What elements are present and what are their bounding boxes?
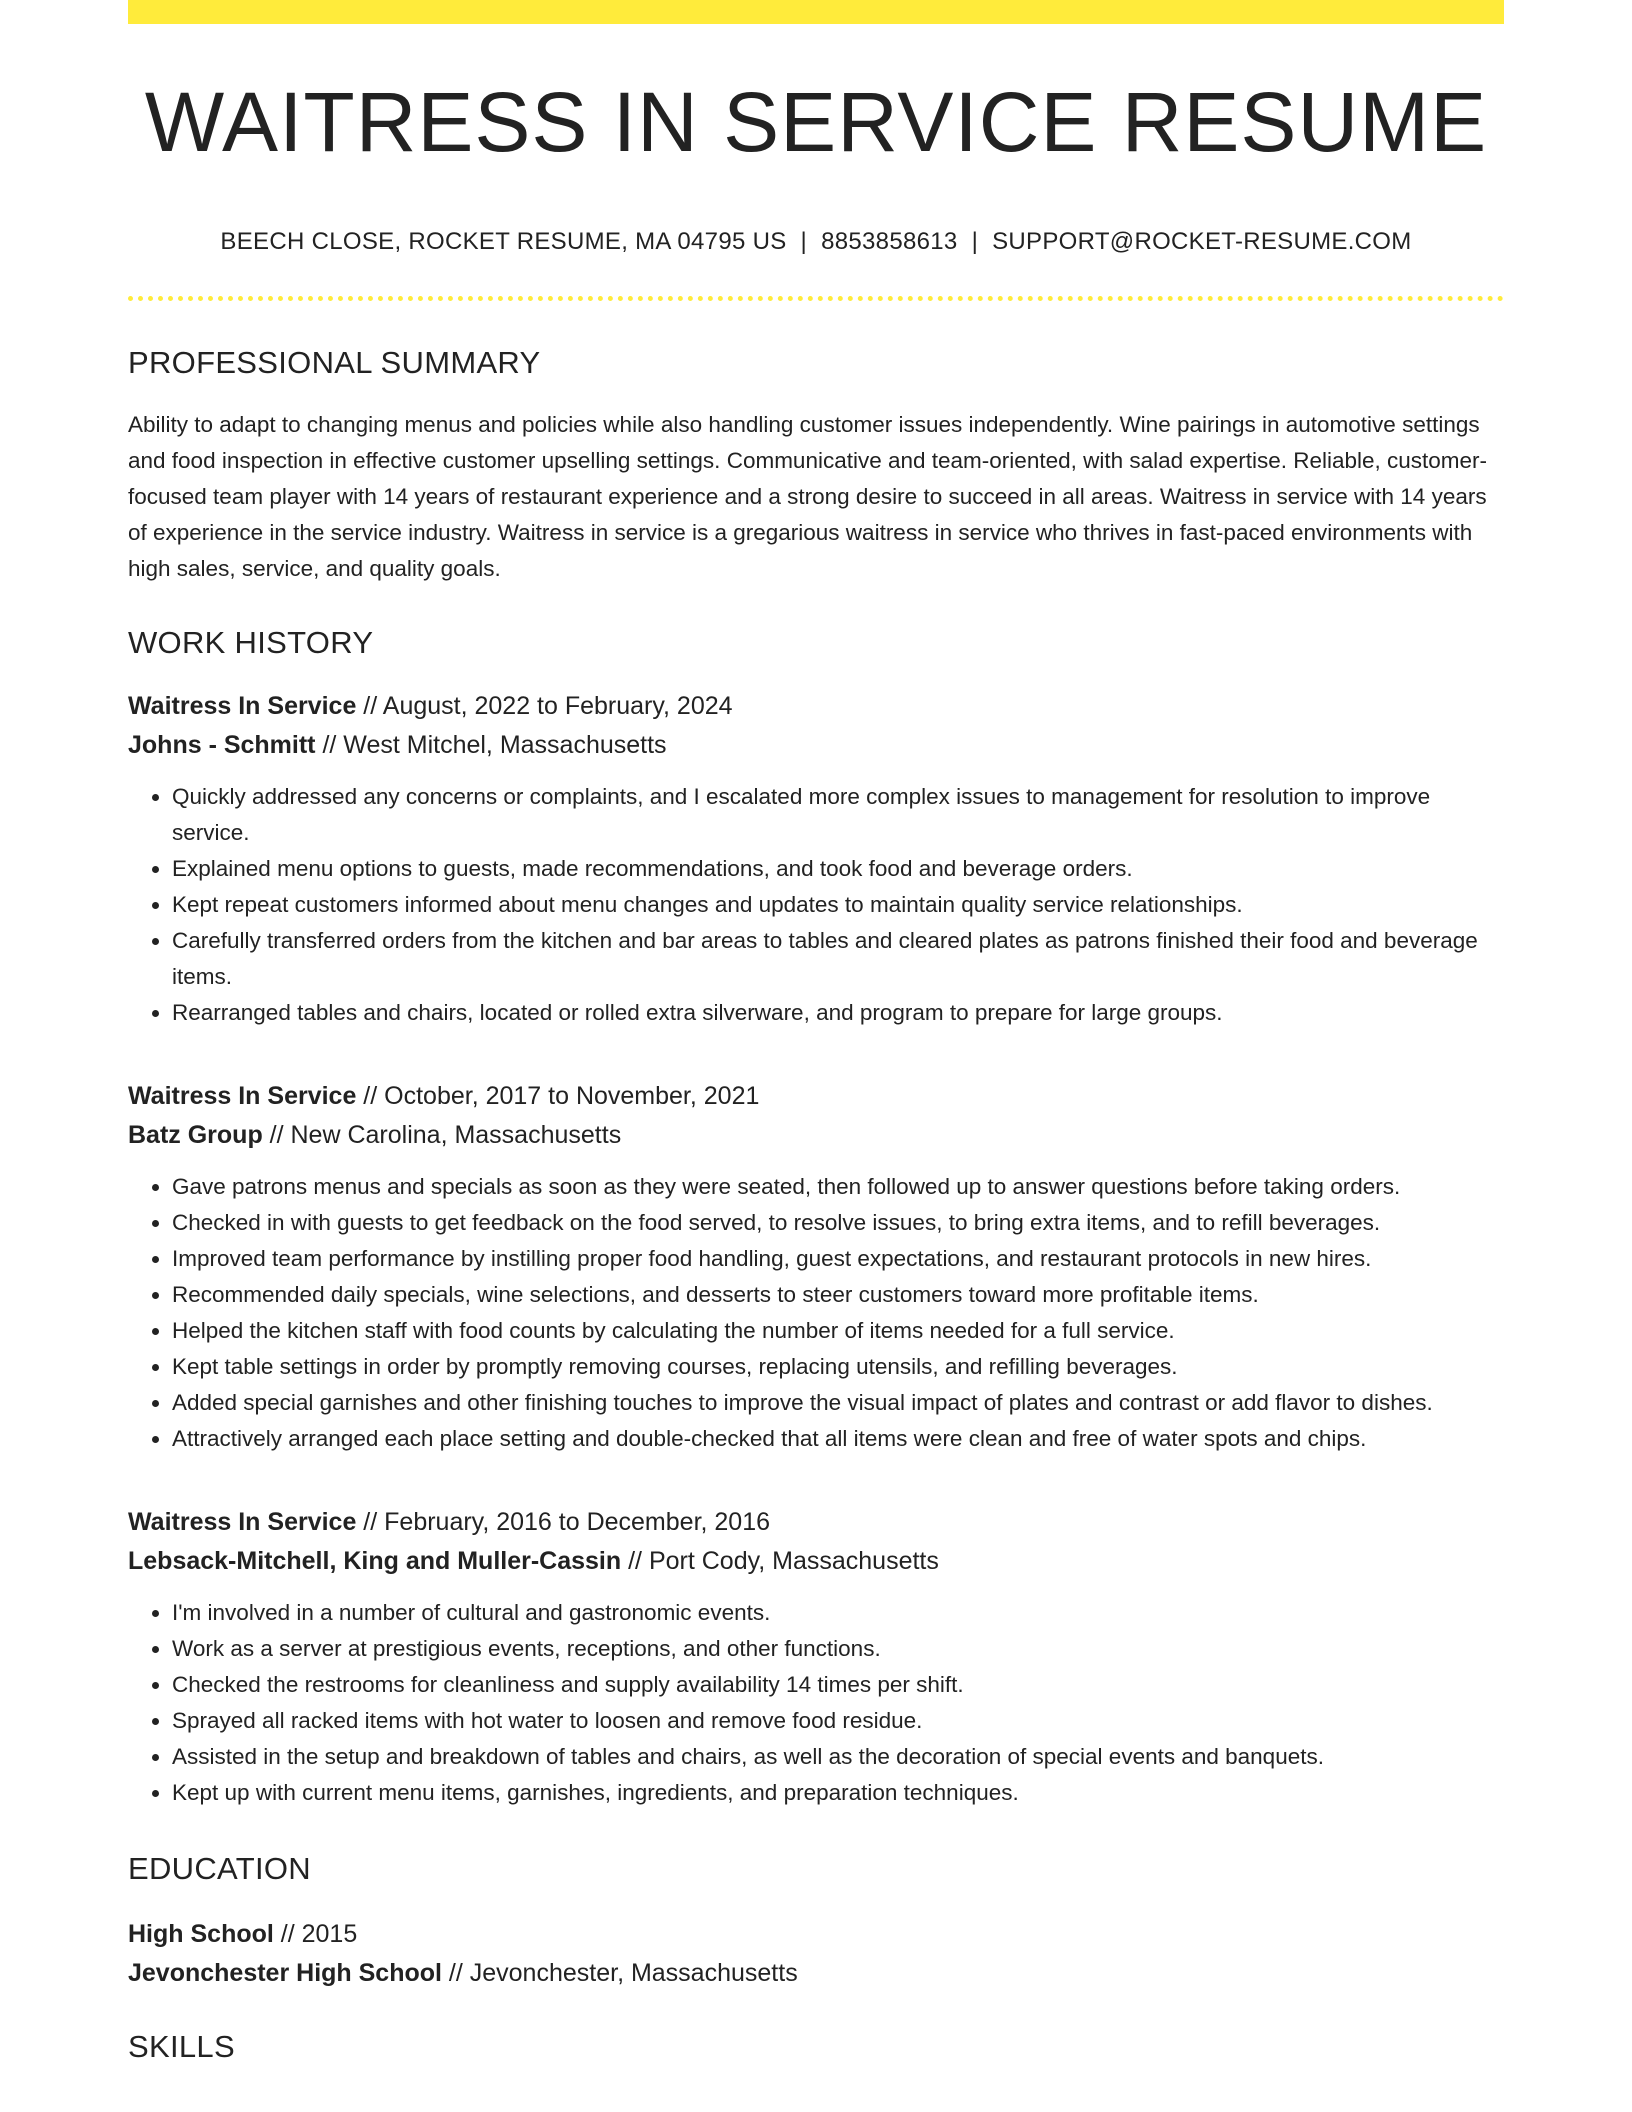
bullet-item: • Improved team performance by instilling proper food handling, guest expectations, and restaurant protocols in new hires. [172,1241,1504,1277]
bullet-item: • Carefully transferred orders from the kitchen and bar areas to tables and cleared plates as patrons finished their food and beverage items. [172,923,1504,995]
bullet-item: • Assisted in the setup and breakdown of tables and chairs, as well as the decoration of special events and banquets. [172,1739,1504,1775]
job-location: // West Mitchel, Massachusetts [315,731,667,759]
bullet-item: • Helped the kitchen staff with food counts by calculating the number of items needed for a full service. [172,1313,1504,1349]
job-company: Batz Group [128,1121,263,1149]
job-dates: // August, 2022 to February, 2024 [356,692,733,720]
contact-address: BEECH CLOSE, ROCKET RESUME, MA 04795 US [220,228,787,255]
job-location: // Port Cody, Massachusetts [621,1547,939,1575]
job-location: // New Carolina, Massachusetts [262,1121,622,1149]
skills-heading: SKILLS [128,2029,235,2064]
job-entry [128,687,1504,1031]
dotted-divider [128,296,1504,301]
education-entry [128,1915,1504,1993]
job-title-line [128,687,1504,726]
bullet-item: • Gave patrons menus and specials as soon as they were seated, then followed up to answer questions before taking orders. [172,1169,1504,1205]
contact-separator: | [800,228,808,255]
bullet-item: • Kept up with current menu items, garnishes, ingredients, and preparation techniques. [172,1775,1504,1811]
job-bullets [128,779,1504,1031]
job-company-line [128,1116,1504,1155]
bullet-item: • Kept repeat customers informed about menu changes and updates to maintain quality service relationships. [172,887,1504,923]
contact-phone: 8853858613 [821,228,958,255]
job-title-line [128,1077,1504,1116]
contact-line [128,228,1504,256]
contact-email: SUPPORT@ROCKET-RESUME.COM [992,228,1412,255]
job-dates: // October, 2017 to November, 2021 [356,1082,760,1110]
education-degree-line [128,1915,1504,1954]
job-bullets [128,1595,1504,1811]
bullet-item: • Sprayed all racked items with hot water to loosen and remove food residue. [172,1703,1504,1739]
education-school: Jevonchester High School [128,1959,442,1987]
education-degree: High School [128,1920,274,1948]
bullet-item: • Recommended daily specials, wine selections, and desserts to steer customers toward more profitable items. [172,1277,1504,1313]
job-company: Lebsack-Mitchell, King and Muller-Cassin [128,1547,622,1575]
job-company: Johns - Schmitt [128,731,316,759]
work-history-heading: WORK HISTORY [128,625,374,660]
bullet-item: • Explained menu options to guests, made recommendations, and took food and beverage orders. [172,851,1504,887]
education-heading: EDUCATION [128,1851,311,1886]
education-year: // 2015 [273,1920,358,1948]
summary-heading: PROFESSIONAL SUMMARY [128,345,541,380]
accent-top-bar [128,0,1504,24]
job-title-line [128,1503,1504,1542]
job-title: Waitress In Service [128,692,357,720]
summary-text: Ability to adapt to changing menus and policies while also handling customer issues independently. Wine pairings in automotive settings and food inspection in effective customer upselling settings. Communicative and team-oriented, with salad expertise. Reliable, customer-focused team player with 14 years of restaurant experience and a strong desire to succeed in all areas. Waitress in service with 14 years of experience in the service industry. Waitress in service is a gregarious waitress in service who thrives in fast-paced environments with high sales, service, and quality goals. [128,412,1488,581]
bullet-item: • I'm involved in a number of cultural and gastronomic events. [172,1595,1504,1631]
job-entry [128,1503,1504,1811]
job-bullets [128,1169,1504,1457]
education-school-line [128,1954,1504,1993]
job-title: Waitress In Service [128,1508,357,1536]
resume-page [128,0,1504,2065]
bullet-item: • Added special garnishes and other finishing touches to improve the visual impact of plates and contrast or add flavor to dishes. [172,1385,1504,1421]
job-company-line [128,1542,1504,1581]
bullet-item: • Checked in with guests to get feedback on the food served, to resolve issues, to bring extra items, and to refill beverages. [172,1205,1504,1241]
bullet-item: • Rearranged tables and chairs, located or rolled extra silverware, and program to prepare for large groups. [172,995,1504,1031]
bullet-item: • Quickly addressed any concerns or complaints, and I escalated more complex issues to management for resolution to improve service. [172,779,1504,851]
job-company-line [128,726,1504,765]
job-title: Waitress In Service [128,1082,357,1110]
bullet-item: • Checked the restrooms for cleanliness and supply availability 14 times per shift. [172,1667,1504,1703]
contact-separator: | [971,228,979,255]
resume-title: WAITRESS IN SERVICE RESUME [144,75,1488,169]
education-location: // Jevonchester, Massachusetts [441,1959,798,1987]
job-dates: // February, 2016 to December, 2016 [356,1508,771,1536]
job-entry [128,1077,1504,1457]
bullet-item: • Work as a server at prestigious events, receptions, and other functions. [172,1631,1504,1667]
bullet-item: • Kept table settings in order by promptly removing courses, replacing utensils, and refilling beverages. [172,1349,1504,1385]
bullet-item: • Attractively arranged each place setting and double-checked that all items were clean and free of water spots and chips. [172,1421,1504,1457]
